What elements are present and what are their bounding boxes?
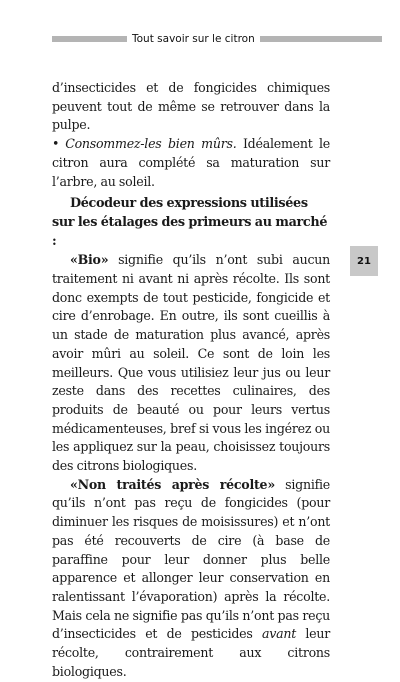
header-rule-right	[260, 36, 382, 42]
header-title: Tout savoir sur le citron	[132, 33, 255, 45]
section-heading: Décodeur des expressions utilisées sur les étalages des primeurs au marché :	[52, 196, 328, 249]
bullet-marker: •	[52, 136, 60, 152]
running-header	[52, 33, 382, 45]
bullet-text: Idéalement le citron aura complété sa maturation sur l’arbre, au soleil.	[52, 136, 330, 189]
bullet-item	[52, 135, 330, 191]
page-number-tab	[350, 246, 378, 276]
bullet-title: Consommez-les bien mûrs.	[65, 136, 237, 152]
non-traites-text-before: signifie qu’ils n’ont pas reçu de fongicides (pour diminuer les risques de moisissures) et n’ont pas été recouverts de cire (à base de paraffine pour leur donner plus belle apparence et allonger leur conservation en ralentissant l’évaporation) après la récolte. Mais cela ne signifie pas qu’ils n’ont pas reçu d’insecticides et de pesticides	[52, 476, 330, 642]
term-bio: «Bio»	[70, 252, 109, 268]
paragraph-bio	[52, 251, 330, 475]
non-traites-emphasis: avant	[261, 626, 297, 642]
header-rule-left	[52, 36, 127, 42]
bio-text: signifie qu’ils n’ont subi aucun traitement ni avant ni après récolte. Ils sont donc exempts de tout pesticide, fongicide et cire d’enrobage. En outre, ils sont cueillis à un stade de maturation plus avancé, après avoir mûri au soleil. Ce sont de loin les meilleurs. Que vous utilisiez leur jus ou leur zeste dans des recettes culinaires, des produits de beauté ou pour leurs vertus médicamenteuses, bref si vous les ingérez ou les appliquez sur la peau, choisissez toujours des citrons biologiques.	[52, 252, 330, 474]
body-text	[52, 79, 330, 682]
paragraph-continuation: d’insecticides et de fongicides chimiques peuvent tout de même se retrouver dans la pulpe.	[52, 80, 330, 133]
paragraph-non-traites	[52, 476, 330, 682]
term-non-traites: «Non traités après récolte»	[70, 476, 275, 492]
page-number: 21	[357, 255, 371, 267]
non-traites-text-after: leur récolte, contrairement aux citrons biologiques.	[52, 626, 330, 679]
